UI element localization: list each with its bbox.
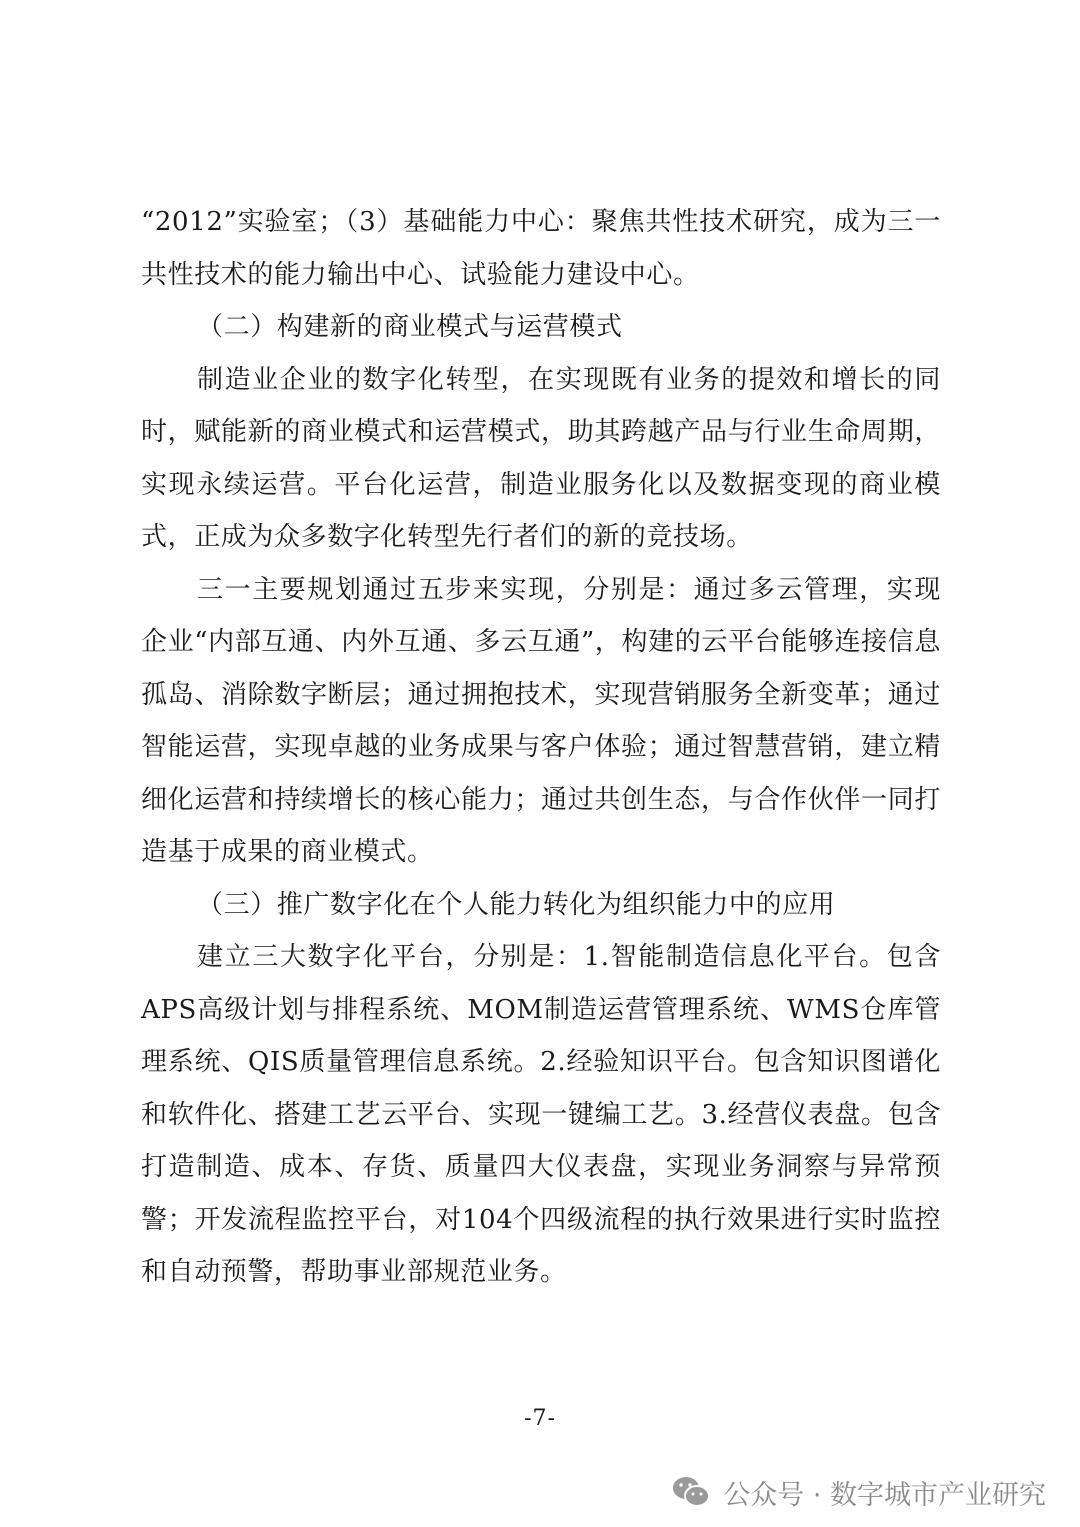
page-number: -7- (524, 1406, 556, 1431)
paragraph-business-model: 制造业企业的数字化转型，在实现既有业务的提效和增长的同时，赋能新的商业模式和运营模式，助其跨越产品与行业生命周期，实现永续运营。平台化运营，制造业服务化以及数据变现的商业模式，正成为众多数字化转型先行者们的新的竞技场。 (141, 364, 941, 552)
document-body (141, 196, 941, 1299)
watermark-text: 公众号 · 数字城市产业研究 (723, 1479, 1046, 1511)
paragraph-three-platforms: 建立三大数字化平台，分别是：1.智能制造信息化平台。包含APS高级计划与排程系统、MOM制造运营管理系统、WMS仓库管理系统、QIS质量管理信息系统。2.经验知识平台。包含知识图谱化和软件化、搭建工艺云平台、实现一键编工艺。3.经营仪表盘。包含打造制造、成本、存货、质量四大仪表盘，实现业务洞察与异常预警；开发流程监控平台，对104个四级流程的执行效果进行实时监控和自动预警，帮助事业部规范业务。 (141, 942, 941, 1287)
watermark (671, 1469, 1046, 1515)
section-heading-2: （二）构建新的商业模式与运营模式 (197, 312, 623, 342)
section-heading-3: （三）推广数字化在个人能力转化为组织能力中的应用 (197, 889, 836, 920)
paragraph-continuation: “2012”实验室；（3）基础能力中心：聚焦共性技术研究，成为三一共性技术的能力输出中心、试验能力建设中心。 (141, 207, 941, 290)
paragraph-five-steps: 三一主要规划通过五步来实现，分别是：通过多云管理，实现企业“内部互通、内外互通、多云互通”，构建的云平台能够连接信息孤岛、消除数字断层；通过拥抱技术，实现营销服务全新变革；通过智能运营，实现卓越的业务成果与客户体验；通过智慧营销，建立精细化运营和持续增长的核心能力；通过共创生态，与合作伙伴一同打造基于成果的商业模式。 (141, 574, 941, 867)
wechat-icon (671, 1475, 711, 1509)
